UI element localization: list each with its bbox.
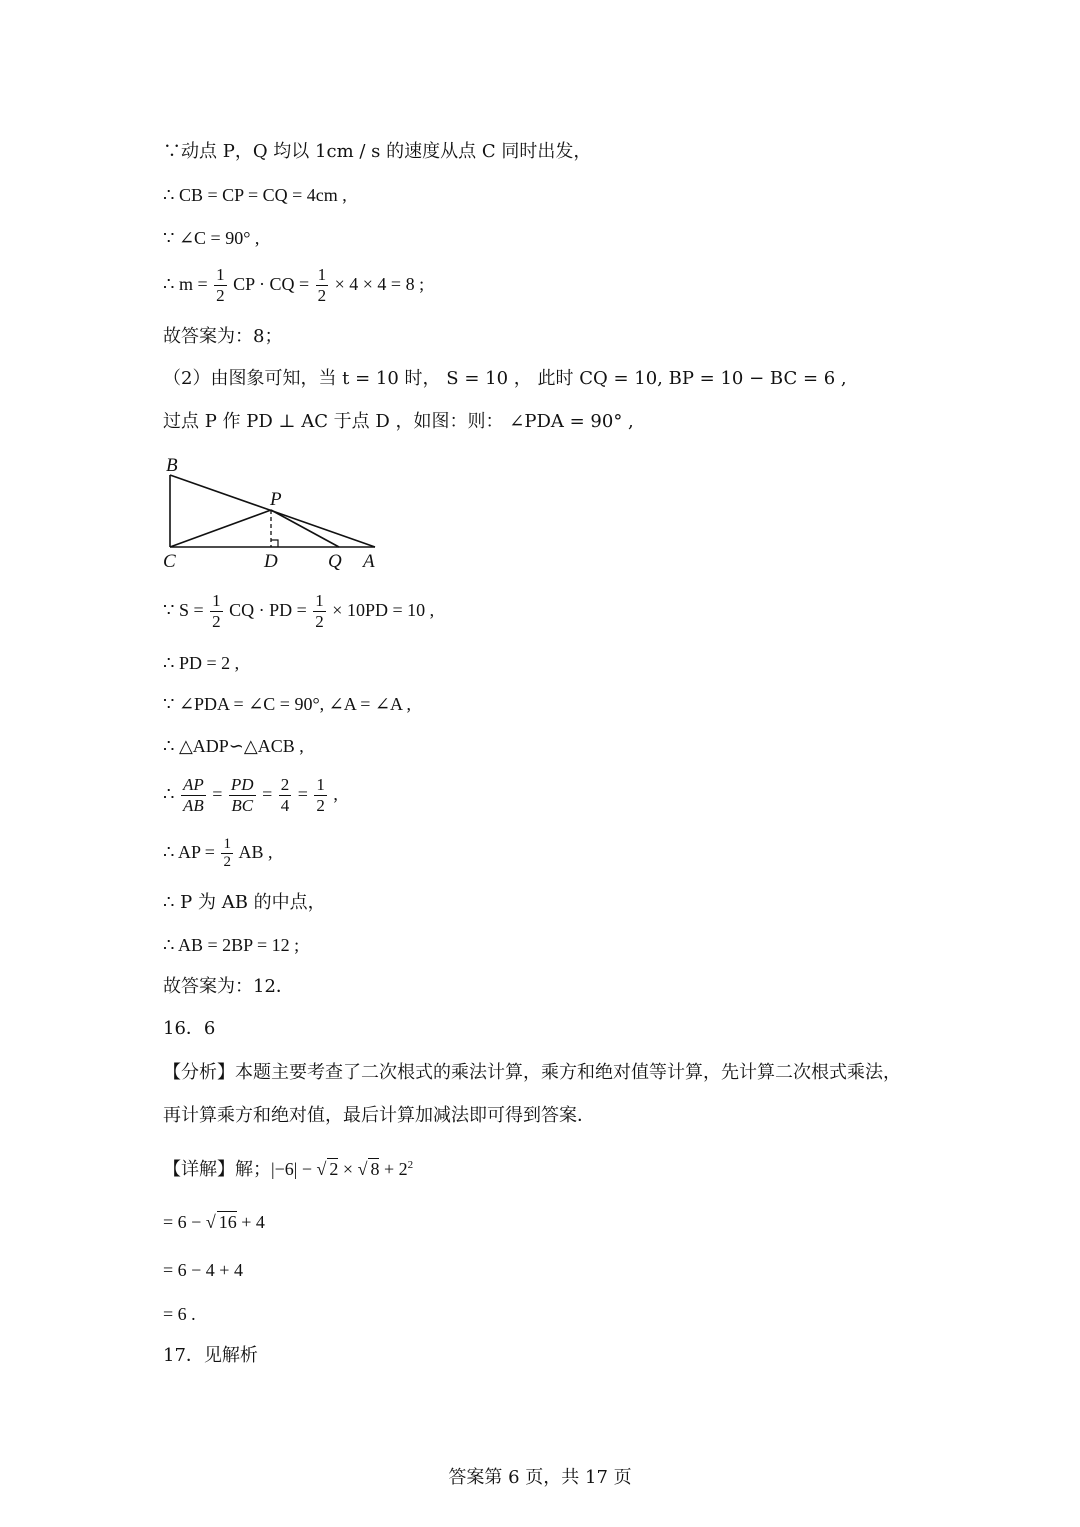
solution-line	[163, 1153, 413, 1181]
fraction-numerator: 1	[212, 591, 221, 611]
expr-text: ∴ AP =	[163, 842, 215, 862]
solution-line: ∴ P 为 AB 的中点，	[163, 892, 326, 913]
solution-line: = 6 .	[163, 1304, 196, 1324]
solution-line: ∴ PD = 2 ,	[163, 653, 240, 673]
label-c: C	[163, 551, 176, 572]
equals-sign: =	[262, 784, 273, 804]
fraction	[279, 775, 292, 816]
detail-label: 【详解】解；	[163, 1159, 271, 1179]
expr-text: ×	[338, 1159, 358, 1179]
fraction-numerator: 1	[216, 265, 225, 285]
page-footer: 答案第 6 页，共 17 页	[448, 1467, 632, 1488]
fraction-denominator: BC	[231, 796, 254, 816]
solution-line: 故答案为：8；	[163, 326, 283, 347]
fraction	[221, 836, 233, 871]
fraction	[229, 775, 256, 816]
question-number: 17．见解析	[163, 1345, 258, 1366]
expr-text: |−6|	[271, 1159, 298, 1179]
expr-text: ∴	[163, 784, 175, 804]
solution-line: ∴ AB = 2BP = 12 ;	[163, 935, 300, 955]
sqrt-icon: √	[316, 1159, 327, 1179]
solution-line	[163, 588, 434, 632]
fraction	[314, 775, 327, 816]
equals-sign: =	[212, 784, 223, 804]
fraction	[181, 775, 206, 816]
expr-text: + 2	[379, 1159, 408, 1179]
solution-line	[163, 262, 424, 306]
expr-text: × 10PD = 10 ,	[332, 600, 435, 620]
radicand: 2	[329, 1159, 339, 1179]
expr-text: ∵ S =	[163, 600, 204, 620]
solution-line: = 6 − 4 + 4	[163, 1260, 243, 1280]
expr-text: = 6 −	[163, 1212, 206, 1232]
expr-text: + 4	[236, 1212, 265, 1232]
question-number: 16．6	[163, 1018, 216, 1039]
label-a: A	[363, 551, 375, 572]
segment-pq	[271, 510, 339, 547]
segment-cp	[170, 510, 271, 547]
solution-line: 故答案为：12．	[163, 976, 294, 997]
geometry-figure	[155, 450, 395, 575]
expr-text: AB ,	[238, 842, 273, 862]
fraction	[316, 265, 329, 306]
label-d: D	[264, 551, 278, 572]
label-b: B	[166, 455, 178, 476]
fraction-denominator: 2	[317, 286, 327, 306]
sqrt-icon: √	[357, 1159, 368, 1179]
fraction-numerator: 1	[316, 775, 325, 795]
expr-text: CQ · PD =	[229, 600, 307, 620]
fraction	[214, 265, 227, 306]
solution-line	[163, 772, 338, 816]
fraction-denominator: 2	[315, 612, 324, 632]
fraction-denominator: AB	[182, 796, 204, 816]
solution-line	[163, 1210, 265, 1234]
expr-text: ∴ m =	[163, 274, 208, 294]
fraction-denominator: 2	[212, 612, 221, 632]
solution-line: ∵ ∠PDA = ∠C = 90°, ∠A = ∠A ,	[163, 694, 411, 714]
fraction-numerator: PD	[230, 775, 254, 795]
radicand: 16	[218, 1212, 237, 1232]
right-angle-mark	[271, 540, 278, 547]
solution-line: ∴ △ADP∽△ACB ,	[163, 736, 304, 756]
equals-sign: =	[297, 784, 308, 804]
expr-text: ,	[333, 784, 338, 804]
sqrt-icon: √	[205, 1212, 216, 1232]
fraction-numerator: AP	[182, 775, 204, 795]
expr-text: −	[297, 1159, 317, 1179]
solution-line: ∵ ∠C = 90° ,	[163, 228, 260, 248]
expr-text: CP · CQ =	[233, 274, 310, 294]
fraction-numerator: 1	[315, 591, 324, 611]
analysis-text: 【分析】本题主要考查了二次根式的乘法计算，乘方和绝对值等计算，先计算二次根式乘法，	[163, 1062, 901, 1083]
radicand: 8	[370, 1159, 380, 1179]
fraction-numerator: 1	[317, 265, 327, 285]
fraction	[313, 591, 326, 632]
fraction-denominator: 4	[280, 796, 290, 816]
label-q: Q	[328, 551, 342, 572]
analysis-text: 再计算乘方和绝对值，最后计算加减法即可得到答案．	[163, 1105, 595, 1126]
solution-line: ∵动点 P，Q 均以 1cm / s 的速度从点 C 同时出发，	[163, 141, 592, 162]
fraction-numerator: 2	[280, 775, 290, 795]
solution-line: ∴ CB = CP = CQ = 4cm ,	[163, 185, 347, 205]
fraction-denominator: 2	[316, 796, 325, 816]
solution-line: （2）由图象可知，当 t = 10 时， S = 10 ， 此时 CQ = 10, BP = 10 − BC = 6 ,	[163, 368, 847, 389]
solution-line: 过点 P 作 PD ⊥ AC 于点 D ，如图：则： ∠PDA = 90° ,	[163, 411, 634, 432]
solution-line	[163, 832, 272, 872]
fraction-denominator: 2	[216, 286, 225, 306]
label-p: P	[270, 489, 282, 510]
fraction-denominator: 2	[223, 854, 231, 871]
expr-text: × 4 × 4 = 8 ;	[334, 274, 425, 294]
exponent: 2	[407, 1159, 414, 1171]
fraction	[210, 591, 223, 632]
fraction-numerator: 1	[223, 836, 231, 853]
